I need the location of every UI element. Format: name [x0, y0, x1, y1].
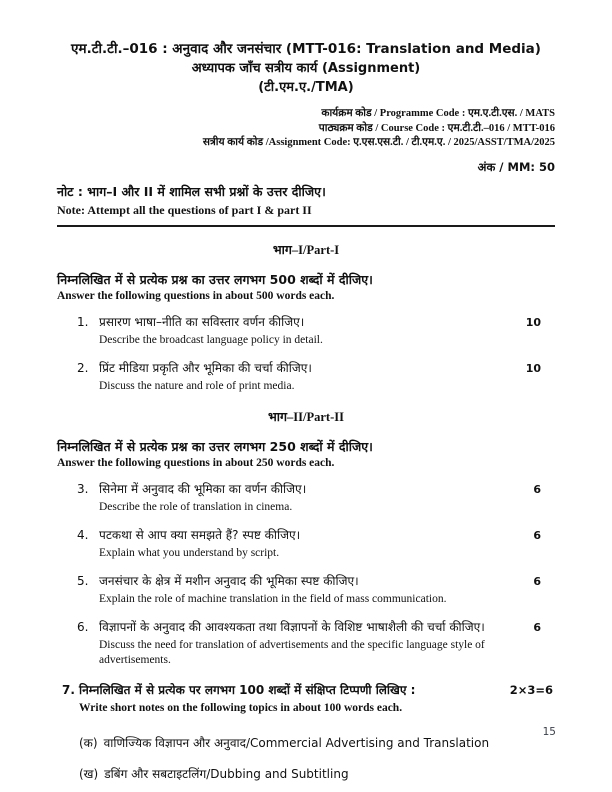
note-hindi: नोट : भाग–I और II में शामिल सभी प्रश्नों के उत्तर दीजिए।: [57, 183, 326, 199]
question-row-6: [57, 619, 555, 668]
question-text-hindi: प्रिंट मीडिया प्रकृति और भूमिका की चर्चा कीजिए।: [99, 360, 312, 375]
question-marks: 6: [533, 620, 541, 634]
assignment-code-line: सत्रीय कार्य कोड /Assignment Code: ए.एस.एस.टी. / टी.एम.ए. / 2025/ASST/TMA/2025: [202, 137, 555, 148]
part1-instruction: [57, 271, 555, 302]
subtopic-row-ka: [79, 735, 555, 752]
question-text-hindi: निम्नलिखित में से प्रत्येक पर लगभग 100 शब्दों में संक्षिप्त टिप्पणी लिखिए :: [79, 682, 416, 697]
part2-instruction: [57, 438, 555, 469]
part2-instruction-hindi: निम्नलिखित में से प्रत्येक प्रश्न का उत्तर लगभग 250 शब्दों में दीजिए।: [57, 438, 373, 454]
course-code-line: पाठ्यक्रम कोड / Course Code : एम.टी.टी.–016 / MTT-016: [318, 122, 555, 134]
question-row-5: [57, 573, 555, 607]
question-text-hindi: प्रसारण भाषा–नीति का सविस्तार वर्णन कीजिए।: [99, 314, 305, 329]
part1-heading: भाग–I/Part-I: [272, 242, 340, 257]
question-text-english: Write short notes on the following topics in about 100 words each.: [79, 701, 403, 714]
part2-heading: भाग–II/Part-II: [267, 409, 344, 424]
part2-instruction-english: Answer the following questions in about 250 words each.: [57, 456, 335, 469]
question-text-hindi: पटकथा से आप क्या समझते हैं? स्पष्ट कीजिए।: [99, 527, 301, 542]
question-text-english: Discuss the need for translation of advertisements and the specific language style of advertisements.: [99, 638, 485, 666]
question-marks: 10: [525, 361, 541, 375]
question-text-english: Explain what you understand by script.: [99, 546, 280, 559]
part1-questions: [57, 314, 555, 394]
part1-instruction-english: Answer the following questions in about 500 words each.: [57, 289, 335, 302]
question-number: 5.: [77, 573, 89, 588]
page-title-line3: (टी.एम.ए./TMA): [258, 80, 354, 95]
question7-subtopics: [79, 735, 555, 783]
question-number: 7.: [62, 682, 75, 697]
question-text-english: Explain the role of machine translation in the field of mass communication.: [99, 592, 447, 605]
question-marks: 10: [525, 315, 541, 329]
page-title-line2: अध्यापक जाँच सत्रीय कार्य (Assignment): [191, 61, 421, 76]
page-title-line1: एम.टी.टी.–016 : अनुवाद और जनसंचार (MTT-016: Translation and Media): [71, 41, 541, 57]
question-number: 3.: [77, 481, 89, 496]
question-row-1: [57, 314, 555, 348]
subtopic-label: (ख): [79, 766, 99, 781]
question-text-hindi: जनसंचार के क्षेत्र में मशीन अनुवाद की भूमिका स्पष्ट कीजिए।: [99, 573, 359, 588]
title-block: [57, 40, 555, 97]
question-marks: 2×3=6: [509, 682, 553, 697]
question-marks: 6: [533, 482, 541, 496]
note-block: [57, 183, 555, 227]
codes-block: [57, 107, 555, 151]
page-number: 15: [542, 726, 556, 738]
programme-code-line: कार्यक्रम कोड / Programme Code : एम.ए.टी.एस. / MATS: [321, 108, 555, 119]
question-number: 2.: [77, 360, 89, 375]
question-number: 4.: [77, 527, 89, 542]
question-row-4: [57, 527, 555, 561]
part2-questions: [57, 481, 555, 783]
question-marks: 6: [533, 574, 541, 588]
question-row-7: [57, 682, 555, 716]
subtopic-label: (क): [79, 735, 98, 750]
question-text-hindi: विज्ञापनों के अनुवाद की आवश्यकता तथा विज्ञापनों के विशिष्ट भाषाशैली की चर्चा कीजिए।: [99, 619, 485, 634]
max-marks: अंक / MM: 50: [477, 159, 555, 174]
question-text-english: Describe the role of translation in cinema.: [99, 500, 293, 513]
subtopic-text: डबिंग और सबटाइटलिंग/Dubbing and Subtitling: [104, 766, 349, 781]
question-marks: 6: [533, 528, 541, 542]
question-text-english: Discuss the nature and role of print media.: [99, 379, 295, 392]
question-text-english: Describe the broadcast language policy in detail.: [99, 333, 323, 346]
question-text-hindi: सिनेमा में अनुवाद की भूमिका का वर्णन कीजिए।: [99, 481, 307, 496]
subtopic-row-kha: [79, 766, 555, 783]
question-row-3: [57, 481, 555, 515]
note-english: Note: Attempt all the questions of part I & part II: [57, 202, 312, 217]
subtopic-text: वाणिज्यिक विज्ञापन और अनुवाद/Commercial Advertising and Translation: [103, 735, 490, 750]
question-row-2: [57, 360, 555, 394]
question-number: 1.: [77, 314, 89, 329]
question-number: 6.: [77, 619, 89, 634]
part1-instruction-hindi: निम्नलिखित में से प्रत्येक प्रश्न का उत्तर लगभग 500 शब्दों में दीजिए।: [57, 271, 373, 287]
